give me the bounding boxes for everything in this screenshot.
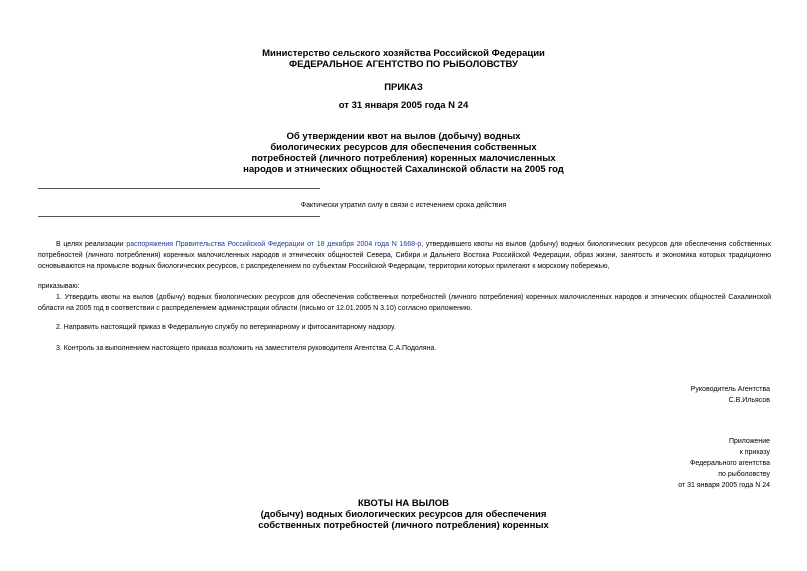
doc-date: от 31 января 2005 года N 24 <box>338 100 469 111</box>
appendix-ref-line: Приложение <box>728 438 770 445</box>
agency-name: ФЕДЕРАЛЬНОЕ АГЕНТСТВО ПО РЫБОЛОВСТВУ <box>289 59 518 70</box>
divider-rule <box>38 216 320 217</box>
title-line: биологических ресурсов для обеспечения собственных <box>270 142 537 153</box>
appendix-ref-line: от 31 января 2005 года N 24 <box>678 482 770 489</box>
divider-rule <box>38 188 320 189</box>
order-item-2: 2. Направить настоящий приказ в Федеральную службу по ветеринарному и фитосанитарному надзору. <box>56 324 396 331</box>
title-line: потребностей (личного потребления) коренных малочисленных <box>251 153 556 164</box>
appendix-ref-line: по рыболовству <box>718 471 770 478</box>
order-item-1: 1. Утвердить квоты на вылов (добычу) водных биологических ресурсов для обеспечения собственных потребностей (личного потребления) коренных малочисленных народов и этнических общностей Сахалинской области на 2005 год в соответствии с распределением администрации области (письмо от 12.01.2005 N 3.10) согласно приложению. <box>38 294 771 312</box>
preamble-suffix: , утвердившего квоты на вылов (добычу) водных биологических ресурсов для обеспечения собственных потребностей (личного потребления) коренных малочисленных народов и этнических общностей Севера, Сибири и Дальнего Востока Российской Федерации, образ жизни, занятость и экономика которых традиционно основываются на промысле водных биологических ресурсов, с распределением по субъектам Российской Федерации, территории которых прилегают к морскому побережью, <box>38 241 771 270</box>
doc-type: ПРИКАЗ <box>384 82 423 93</box>
signature-position: Руководитель Агентства <box>690 386 770 393</box>
order-item-3: 3. Контроль за выполнением настоящего приказа возложить на заместителя руководителя Агентства С.А.Подоляна. <box>56 345 437 352</box>
status-note: Фактически утратил силу в связи с истечением срока действия <box>300 202 507 209</box>
signature-name: С.В.Ильясов <box>728 397 770 404</box>
title-line: Об утверждении квот на вылов (добычу) водных <box>286 131 521 142</box>
preamble-paragraph <box>38 239 771 272</box>
appendix-ref-line: к приказу <box>739 449 770 456</box>
government-order-link[interactable]: распоряжения Правительства Российской Федерации от 18 декабря 2004 года N 1668-р <box>126 241 422 248</box>
appendix-title: (добычу) водных биологических ресурсов для обеспечения <box>260 509 547 520</box>
appendix-title: КВОТЫ НА ВЫЛОВ <box>358 498 449 509</box>
order-word: приказываю: <box>38 283 80 290</box>
title-line: народов и этнических общностей Сахалинской области на 2005 год <box>243 164 564 175</box>
ministry-name: Министерство сельского хозяйства Российской Федерации <box>262 48 545 59</box>
preamble-prefix: В целях реализации <box>56 241 127 248</box>
appendix-ref-line: Федерального агентства <box>690 460 770 467</box>
appendix-title: собственных потребностей (личного потребления) коренных <box>258 520 549 531</box>
